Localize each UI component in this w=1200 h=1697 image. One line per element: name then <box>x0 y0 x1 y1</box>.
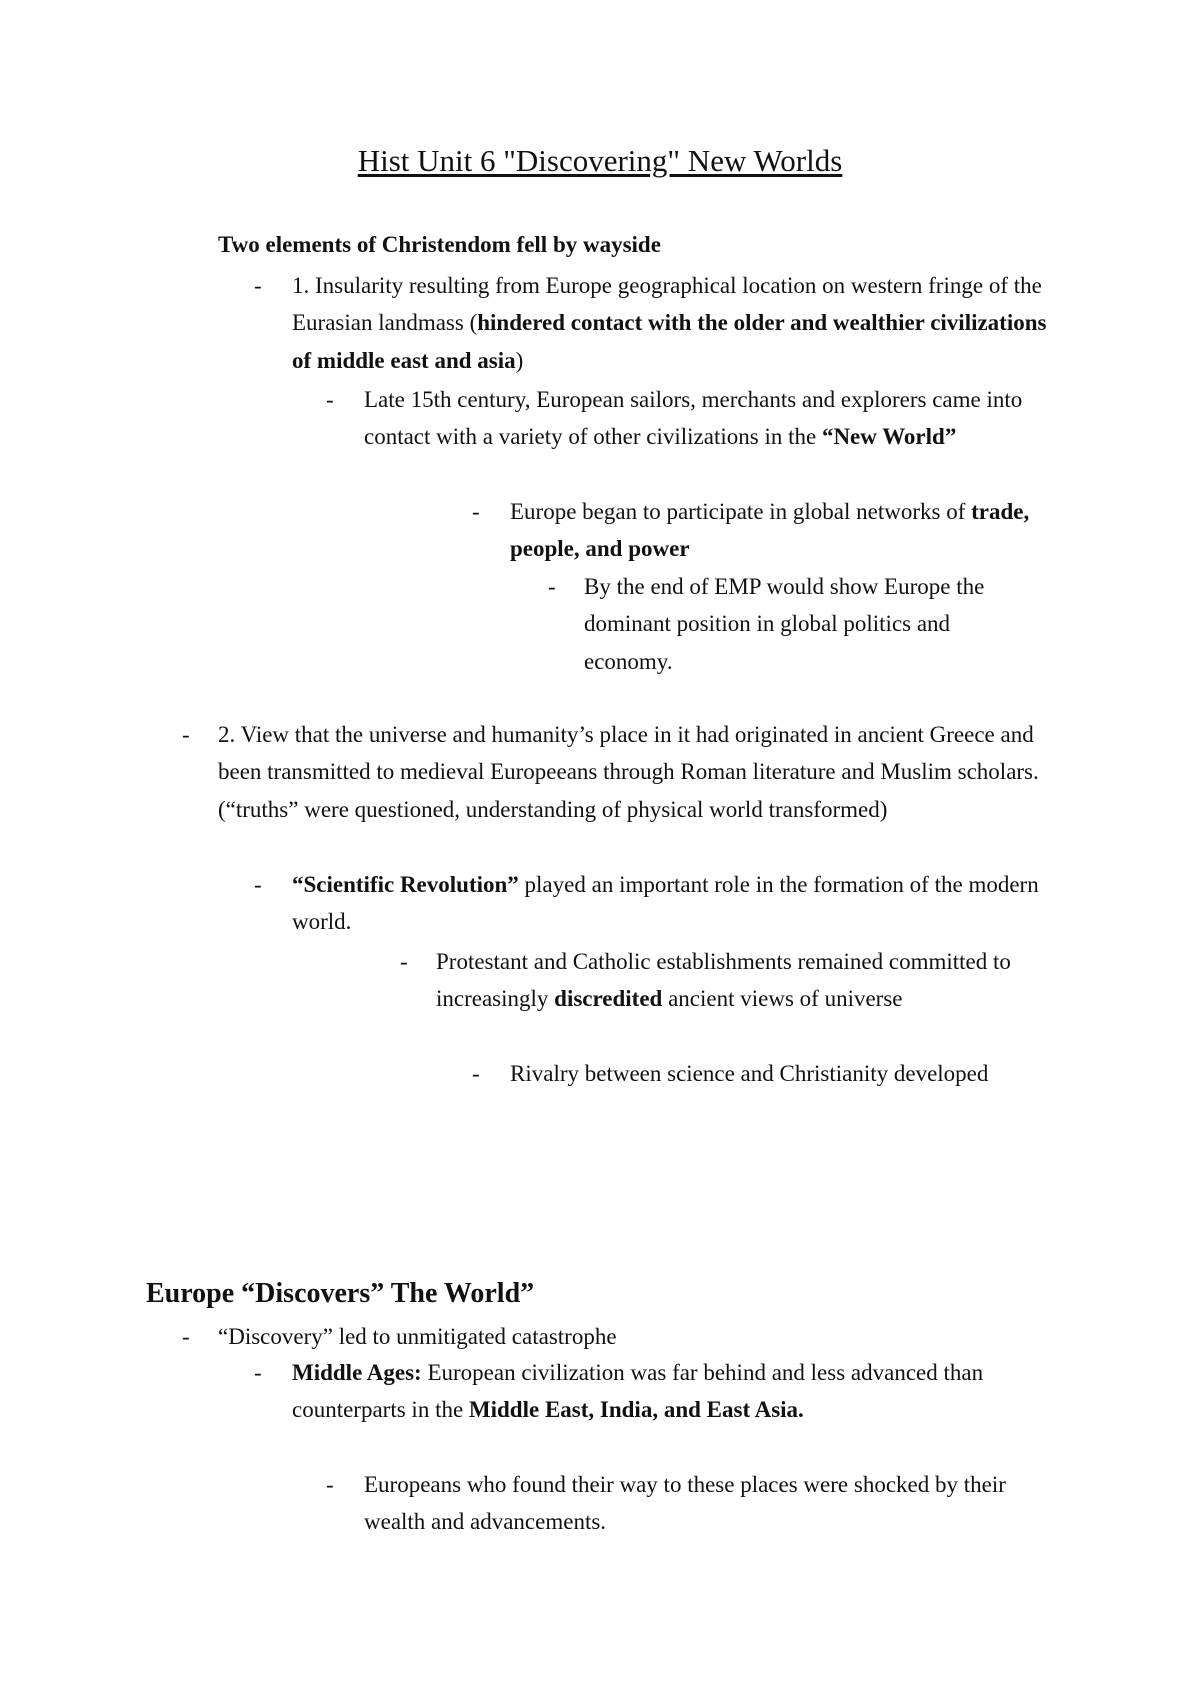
bold-text-segment: Middle East, India, and East Asia. <box>468 1397 804 1423</box>
page-title: Hist Unit 6 "Discovering" New Worlds <box>357 143 843 178</box>
list-item-text <box>364 381 1074 456</box>
list-item-text <box>584 568 1044 680</box>
text-segment: By the end of EMP would show Europe the dominant position in global politics and economy. <box>584 574 985 674</box>
list-item-text <box>218 1318 1048 1355</box>
list-item <box>472 493 1075 568</box>
bold-text-segment: “Scientific Revolution” <box>292 872 519 897</box>
list-item-text <box>292 866 1072 941</box>
list-item-text <box>510 1055 990 1092</box>
bullet-dash: - <box>472 1061 480 1086</box>
list-item <box>182 716 1048 828</box>
bullet-dash: - <box>326 1472 334 1497</box>
list-item <box>400 943 1066 1018</box>
list-item-text <box>218 716 1048 828</box>
bullet-dash: - <box>548 574 556 599</box>
bold-text-segment: hindered contact with the older and wealthier civilizations of middle east and asia <box>292 310 1047 373</box>
list-item <box>254 1354 1052 1429</box>
list-item <box>254 866 1072 941</box>
list-item <box>326 381 1074 456</box>
text-segment: Late 15th century, European sailors, merchants and explorers came into contact with a variety of other civilizations in the <box>364 387 1023 450</box>
bullet-dash: - <box>400 949 408 974</box>
list-item-text <box>364 1466 1024 1541</box>
list-item <box>548 568 1044 680</box>
bullet-dash: - <box>182 722 190 747</box>
section-heading-europe-discovers: Europe “Discovers” The World” <box>146 1278 535 1309</box>
text-segment: European civilization was far behind and less advanced than counterparts in the <box>292 1360 984 1423</box>
bold-text-segment: Middle Ages: <box>292 1360 422 1385</box>
text-segment: 2. View that the universe and humanity’s place in it had originated in ancient Greece and been transmitted to medieval Europeeans through Roman literature and Muslim scholars. (“truths” were questioned, understanding of physical world transformed) <box>218 722 1039 822</box>
bold-text-segment: trade, people, and power <box>510 499 1030 562</box>
bullet-dash: - <box>254 1360 262 1385</box>
text-segment: Protestant and Catholic establishments remained committed to increasingly <box>436 949 1011 1012</box>
list-item-text <box>292 267 1052 379</box>
bullet-dash: - <box>326 387 334 412</box>
text-segment: ancient views of universe <box>662 986 903 1012</box>
text-segment: “Discovery” led to unmitigated catastrophe <box>218 1324 617 1349</box>
list-item-text <box>510 493 1075 568</box>
bold-text-segment: “New World” <box>821 424 957 450</box>
text-segment: Rivalry between science and Christianity developed <box>510 1061 989 1086</box>
bold-text-segment: discredited <box>554 986 663 1012</box>
list-item <box>472 1055 990 1092</box>
text-segment: ) <box>515 347 524 373</box>
bullet-dash: - <box>254 273 262 298</box>
bullet-dash: - <box>182 1324 190 1349</box>
bullet-dash: - <box>254 872 262 897</box>
text-segment: Europe began to participate in global networks of <box>510 499 972 524</box>
section-heading-christendom: Two elements of Christendom fell by wayside <box>218 232 661 257</box>
text-segment: Europeans who found their way to these places were shocked by their wealth and advancements. <box>364 1472 1006 1535</box>
text-segment: played an important role in the formation of the modern world. <box>292 872 1039 935</box>
bullet-dash: - <box>472 499 480 524</box>
list-item <box>254 267 1052 379</box>
list-item-text <box>292 1354 1052 1429</box>
list-item <box>326 1466 1024 1541</box>
list-item-text <box>436 943 1066 1018</box>
list-item <box>182 1318 1048 1355</box>
text-segment: 1. Insularity resulting from Europe geographical location on western fringe of the Eurasian landmass ( <box>292 273 1042 336</box>
